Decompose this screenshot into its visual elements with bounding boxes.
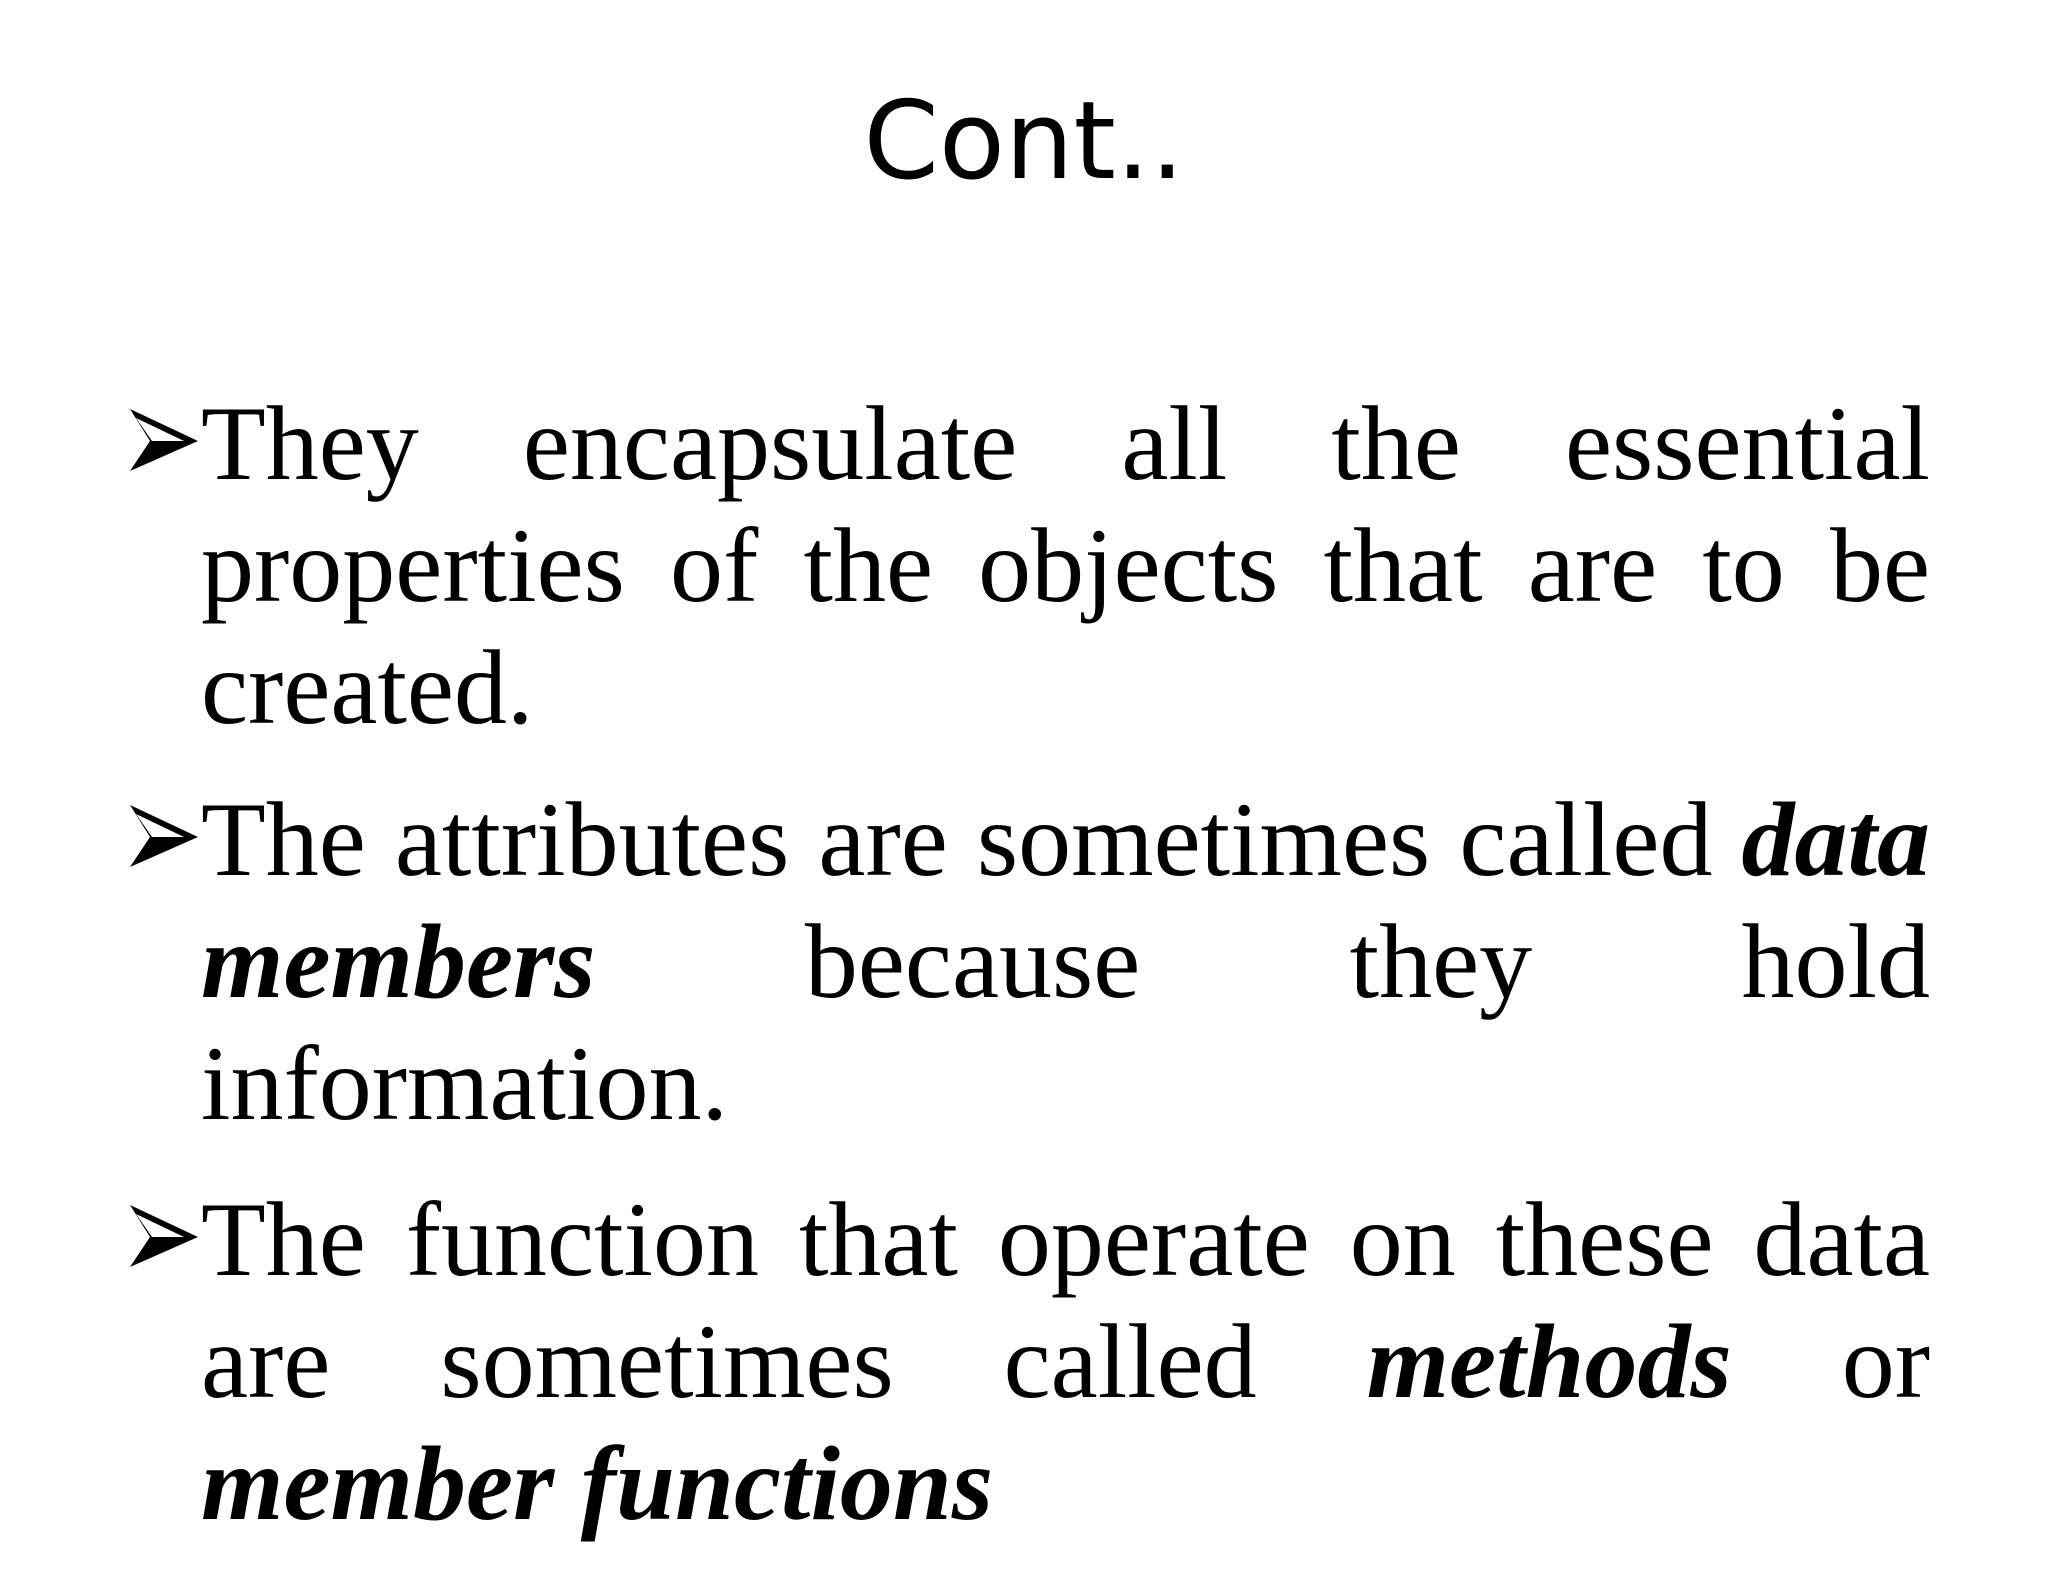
bullet-list [128,383,1930,1575]
bullet-text-segment: They encapsulate all the essential properties of the objects that are to be created. [201,385,1930,746]
slide-title: Cont.. [863,79,1185,204]
arrowhead-bullet-icon [128,801,200,871]
bullet-text-segment: or [1731,1303,1930,1420]
bullet-text-segment: The function that operate on these data are sometimes called [201,1181,1930,1420]
bullet-text [201,781,1930,1142]
bullet-item [128,779,1930,1145]
bullet-text [201,1181,1930,1542]
bullet-item [128,383,1930,749]
emphasized-term: data members [201,781,1930,1020]
emphasized-term: methods [1366,1303,1732,1420]
bullet-item [128,1179,1930,1545]
bullet-text-segment: The attributes are sometimes called [201,781,1742,898]
arrowhead-bullet-icon [128,405,200,475]
bullet-text [201,385,1930,746]
bullet-text-segment: because they hold information. [201,903,1930,1142]
arrowhead-bullet-icon [128,1201,200,1271]
emphasized-term: member functions [201,1425,994,1542]
